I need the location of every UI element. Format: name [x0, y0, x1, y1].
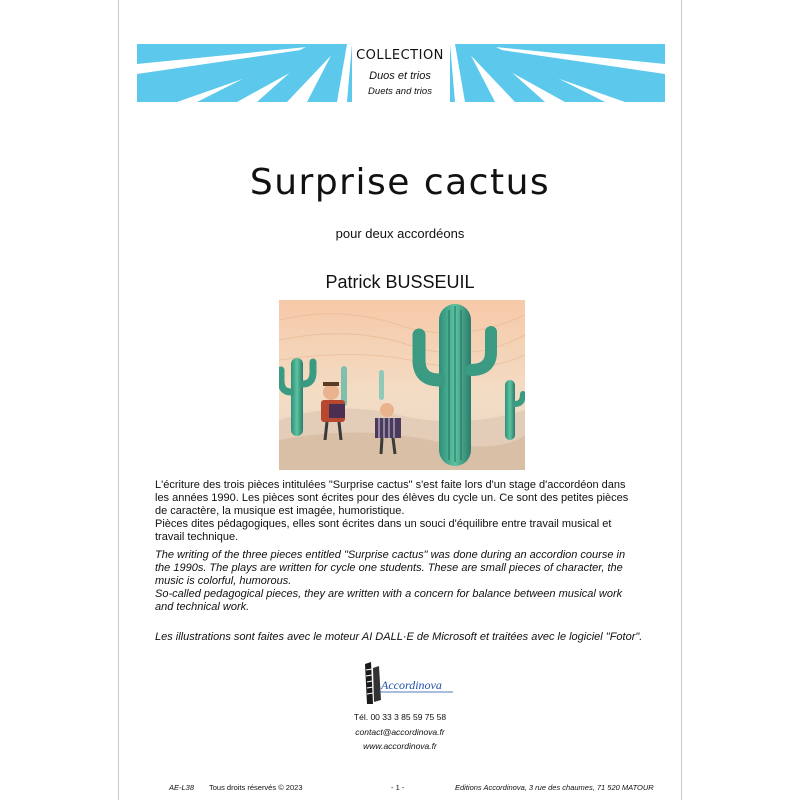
footer-catalog-code: AE-L38	[169, 783, 195, 792]
collection-label: COLLECTION	[356, 48, 444, 63]
illustration-credit: Les illustrations sont faites avec le moteur AI DALL·E de Microsoft et traitées avec le logiciel "Fotor".	[155, 631, 643, 643]
instrumentation: pour deux accordéons	[335, 226, 465, 241]
description-en-line: The writing of the three pieces entitled "Surprise cactus" was done during an accordion course in	[155, 549, 626, 561]
contact-phone: Tél. 00 33 3 85 59 75 58	[353, 712, 447, 722]
description-fr	[155, 479, 649, 544]
description-fr-line: Pièces dites pédagogiques, elles sont écrites dans un souci d'équilibre entre travail musical et	[155, 518, 612, 530]
composer-name: Patrick BUSSEUIL	[325, 272, 475, 292]
description-fr-line: travail technique.	[155, 531, 239, 543]
footer-page-number: - 1 -	[391, 783, 405, 792]
contact-website[interactable]: www.accordinova.fr	[363, 741, 437, 751]
description-fr-line: L'écriture des trois pièces intitulées "Surprise cactus" s'est faite lors d'un stage d'accordéon dans	[155, 479, 626, 491]
cactus-accordion-illustration-icon	[279, 300, 525, 470]
description-en-line: the 1990s. The plays are written for cycle one students. These are small pieces of character, the	[155, 562, 623, 574]
description-fr-line: les années 1990. Les pièces sont écrites pour des élèves du cycle un. Ce sont des petites pièces	[155, 492, 629, 504]
description-fr-line: de caractère, la musique est imagée, humoristique.	[155, 505, 405, 517]
description-en	[155, 549, 649, 614]
description-en-line: So-called pedagogical pieces, they are written with a concern for balance between musical work	[155, 588, 623, 600]
series-title-en: Duets and trios	[368, 86, 432, 97]
logo-brand-text: Accordinova	[381, 678, 442, 692]
score-title: Surprise cactus	[249, 162, 551, 203]
description-en-line: and technical work.	[155, 601, 250, 613]
accordinova-logo-icon	[357, 660, 457, 706]
score-cover-page	[118, 0, 682, 800]
contact-email[interactable]: contact@accordinova.fr	[355, 727, 445, 737]
series-title-fr: Duos et trios	[369, 70, 431, 82]
footer-publisher: Editions Accordinova, 3 rue des chaumes, 71 520 MATOUR	[455, 783, 654, 792]
footer-rights: Tous droits réservés © 2023	[209, 783, 303, 792]
description-en-line: music is colorful, humorous.	[155, 575, 292, 587]
